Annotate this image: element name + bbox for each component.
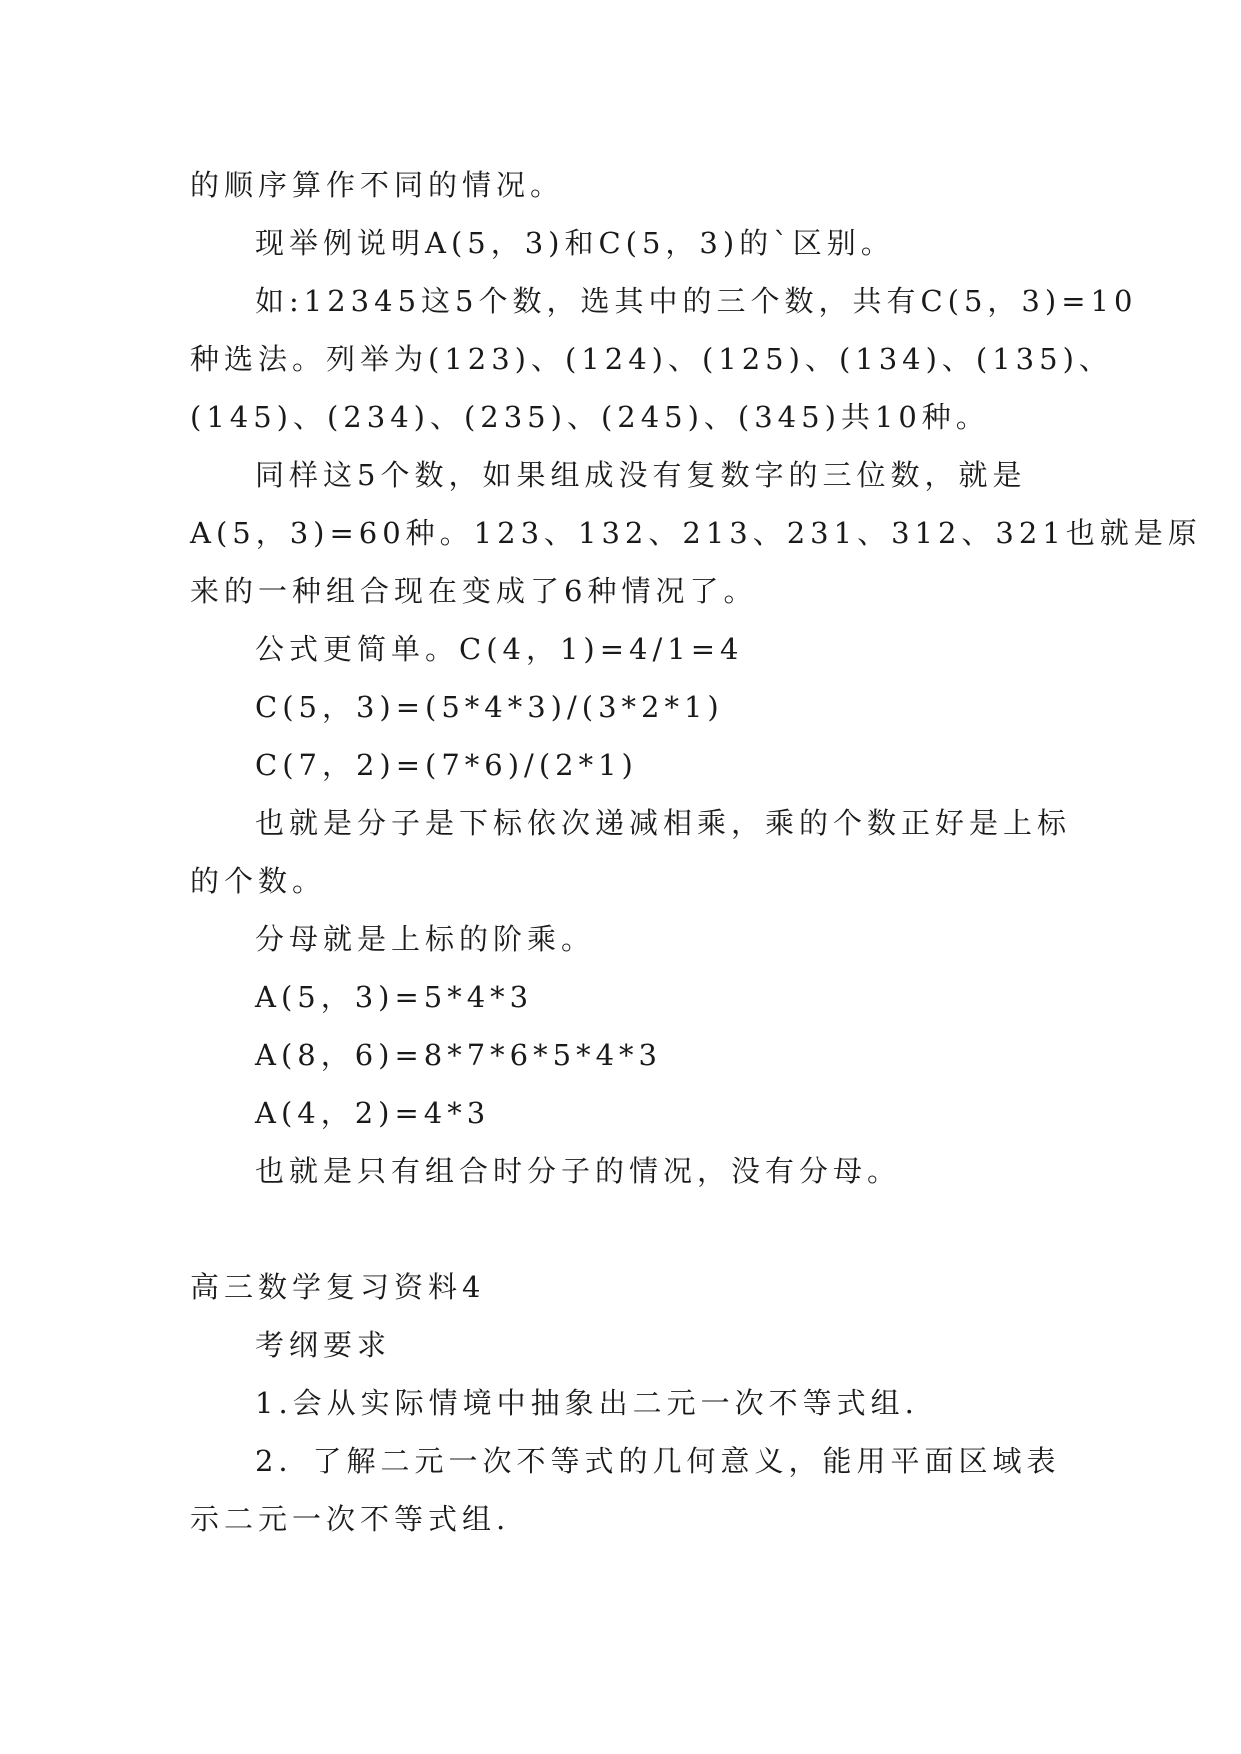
text-line: C(7，2)=(7*6)/(2*1) [255,748,638,782]
text-line: 来的一种组合现在变成了6种情况了。 [190,574,758,608]
text-line: 分母就是上标的阶乘。 [255,922,596,956]
text-line: 示二元一次不等式组. [190,1502,511,1536]
text-line: A(8，6)=8*7*6*5*4*3 [255,1038,662,1072]
subsection-heading: 考纲要求 [255,1328,392,1362]
text-line: 现举例说明A(5，3)和C(5，3)的`区别。 [255,226,895,260]
text-line: A(4，2)=4*3 [255,1096,491,1130]
text-line: 1.会从实际情境中抽象出二元一次不等式组. [255,1386,919,1420]
text-line: A(5，3)=60种。123、132、213、231、312、321也就是原 [190,516,1202,550]
text-line: 公式更简单。C(4，1)=4/1=4 [255,632,744,666]
text-line: A(5，3)=5*4*3 [255,980,534,1014]
text-line: 种选法。列举为(123)、(124)、(125)、(134)、(135)、 [190,342,1113,376]
text-line: (145)、(234)、(235)、(245)、(345)共10种。 [190,400,990,434]
text-line: 如:12345这5个数，选其中的三个数，共有C(5，3)=10 [255,284,1138,318]
text-line: 也就是只有组合时分子的情况，没有分母。 [255,1154,902,1188]
text-line: 也就是分子是下标依次递减相乘，乘的个数正好是上标 [255,806,1072,840]
text-line: 的个数。 [190,864,327,898]
text-line: 同样这5个数，如果组成没有复数字的三位数，就是 [255,458,1027,492]
text-line: 的顺序算作不同的情况。 [190,168,565,202]
section-title: 高三数学复习资料4 [190,1270,486,1304]
text-line: 2．了解二元一次不等式的几何意义，能用平面区域表 [255,1444,1061,1478]
text-line: C(5，3)=(5*4*3)/(3*2*1) [255,690,724,724]
